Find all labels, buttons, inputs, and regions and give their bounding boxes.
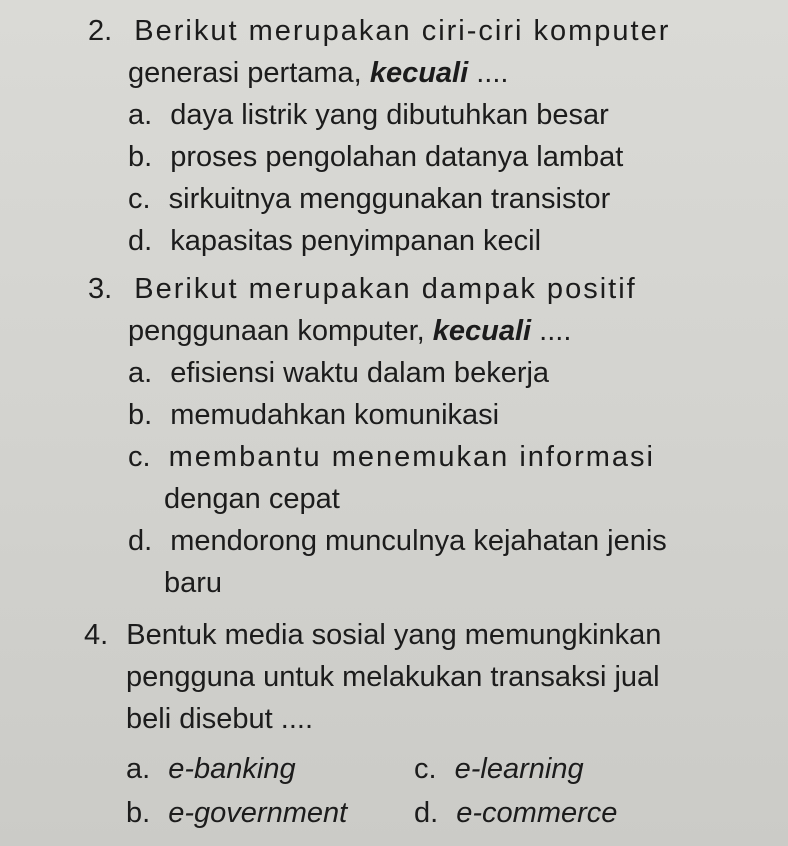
option-2a [128, 98, 609, 132]
question-number: 2. [88, 15, 113, 47]
option-text: e-government [168, 797, 348, 829]
question-number: 3. [88, 273, 113, 305]
option-text: e-commerce [456, 797, 618, 829]
option-letter: c. [128, 441, 151, 473]
option-letter: b. [126, 797, 151, 829]
emphasis-word: kecuali [432, 315, 532, 347]
option-letter: a. [128, 99, 153, 131]
question-text: generasi pertama, [128, 57, 370, 89]
option-3d [128, 524, 667, 558]
ellipsis: .... [468, 57, 509, 89]
question-text: penggunaan komputer, [128, 315, 433, 347]
option-text: daya listrik yang dibutuhkan besar [170, 99, 609, 131]
option-letter: c. [128, 183, 151, 215]
question-text: Berikut merupakan dampak positif [134, 273, 637, 305]
option-text: e-learning [454, 753, 584, 785]
option-4c [414, 752, 584, 786]
option-3b [128, 398, 499, 432]
question-2-line-1 [88, 14, 670, 48]
question-4-line-3: beli disebut .... [126, 703, 313, 735]
option-text: efisiensi waktu dalam bekerja [170, 357, 550, 389]
option-letter: b. [128, 399, 153, 431]
option-4b [126, 796, 347, 830]
option-text: mendorong munculnya kejahatan jenis [170, 525, 667, 557]
option-text: memudahkan komunikasi [170, 399, 500, 431]
question-number: 4. [84, 619, 109, 651]
option-letter: d. [128, 525, 153, 557]
question-3-line-2 [128, 314, 571, 348]
option-2c [128, 182, 610, 216]
option-4a [126, 752, 296, 786]
ellipsis: .... [531, 315, 572, 347]
question-4-line-1 [84, 618, 661, 652]
option-text: membantu menemukan informasi [168, 441, 655, 473]
option-letter: b. [128, 141, 153, 173]
emphasis-word: kecuali [369, 57, 469, 89]
option-letter: a. [128, 357, 153, 389]
question-text: Berikut merupakan ciri-ciri komputer [134, 15, 671, 47]
option-4d [414, 796, 617, 830]
option-2d [128, 224, 541, 258]
option-text: sirkuitnya menggunakan transistor [168, 183, 611, 215]
option-letter: d. [414, 797, 439, 829]
question-3-line-1 [88, 272, 637, 306]
option-text: proses pengolahan datanya lambat [170, 141, 624, 173]
option-2b [128, 140, 623, 174]
question-4-line-2: pengguna untuk melakukan transaksi jual [126, 661, 660, 693]
question-text: Bentuk media sosial yang memungkinkan [126, 619, 662, 651]
option-letter: d. [128, 225, 153, 257]
option-letter: a. [126, 753, 151, 785]
option-text: kapasitas penyimpanan kecil [170, 225, 542, 257]
option-3d-continuation: baru [164, 567, 223, 599]
option-text: e-banking [168, 753, 296, 785]
option-3a [128, 356, 549, 390]
option-3c [128, 440, 655, 474]
option-letter: c. [414, 753, 437, 785]
question-2-line-2 [128, 56, 508, 90]
option-3c-continuation: dengan cepat [164, 483, 340, 515]
